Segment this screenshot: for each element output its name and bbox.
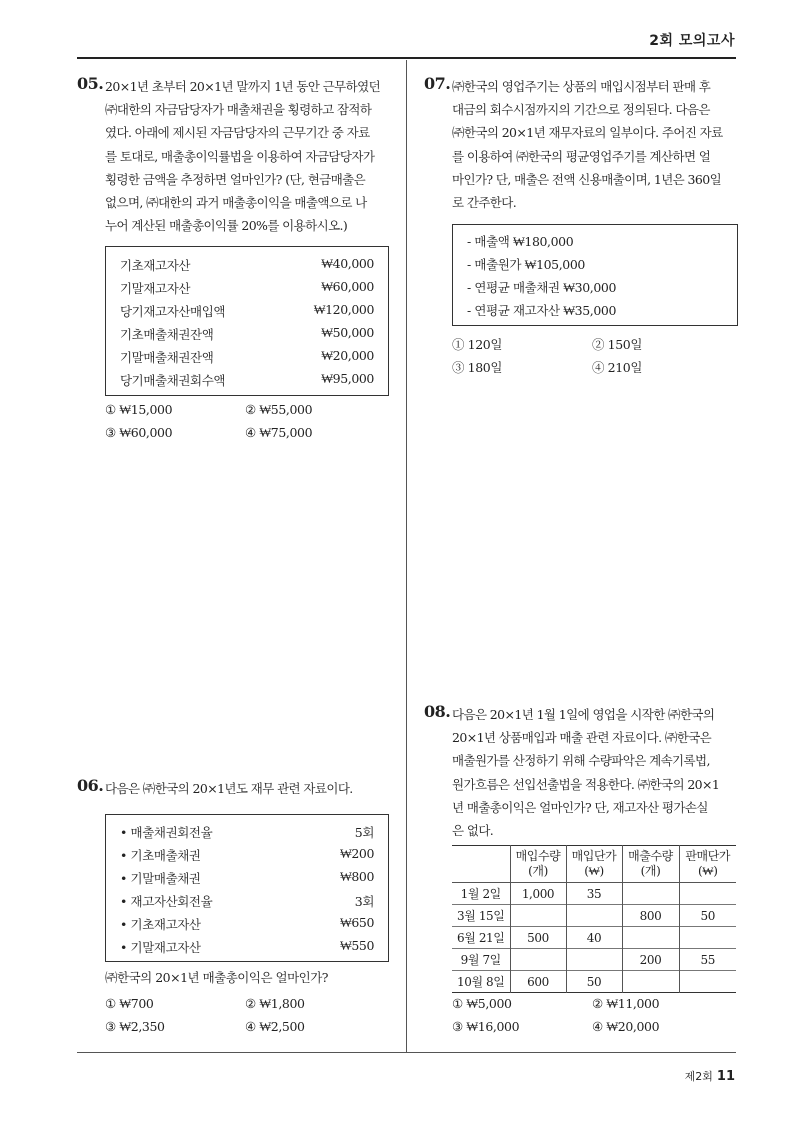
column-header xyxy=(510,846,566,883)
data-label: - 매출원가 ₩105,000 xyxy=(467,257,585,272)
question-line: 은 없다. xyxy=(452,823,494,839)
table-cell: 1,000 xyxy=(510,883,566,905)
question-line: 다음은 20×1년 1월 1일에 영업을 시작한 ㈜한국의 xyxy=(452,707,715,722)
data-label: 기초매출채권잔액 xyxy=(120,327,214,342)
answer-option[interactable]: ① ₩5,000 xyxy=(452,996,512,1011)
question-08 xyxy=(424,702,744,844)
data-value: ₩120,000 xyxy=(313,302,374,317)
table-cell xyxy=(566,949,622,971)
question-text xyxy=(452,703,719,842)
answer-option[interactable]: ② 150일 xyxy=(592,337,643,352)
answer-option[interactable]: ② ₩11,000 xyxy=(592,996,660,1011)
data-label: • 매출채권회전율 xyxy=(120,825,213,840)
question-line: ㈜대한의 자금담당자가 매출채권을 횡령하고 잠적하 xyxy=(105,102,372,118)
footer-rule xyxy=(77,1052,736,1053)
question-line: 누어 계산된 매출총이익률 20%를 이용하시오.) xyxy=(105,218,348,234)
data-row xyxy=(106,823,388,845)
table-cell xyxy=(622,883,679,905)
question-line: 20×1년 상품매입과 매출 관련 자료이다. ㈜한국은 xyxy=(452,730,712,746)
question-line: 매출원가를 산정하기 위해 수량파악은 계속기록법, xyxy=(452,753,710,769)
question-line: 로 간주한다. xyxy=(452,195,517,211)
footer-label: 제2회 xyxy=(684,1070,713,1083)
table-row xyxy=(452,971,736,993)
table-cell xyxy=(510,905,566,927)
question-text xyxy=(105,75,380,237)
answer-option[interactable]: ③ ₩2,350 xyxy=(105,1019,165,1034)
table-cell: 200 xyxy=(622,949,679,971)
question-line: 였다. 아래에 제시된 자금담당자의 근무기간 중 자료 xyxy=(105,125,370,141)
data-row xyxy=(106,846,388,868)
question-line: 없으며, ㈜대한의 과거 매출총이익을 매출액으로 나 xyxy=(105,195,367,211)
table-cell: 35 xyxy=(566,883,622,905)
table-cell xyxy=(622,971,679,993)
question-line: 횡령한 금액을 추정하면 얼마인가? (단, 현금매출은 xyxy=(105,171,366,187)
data-row xyxy=(106,869,388,891)
data-row xyxy=(453,278,737,300)
data-label: 당기재고자산매입액 xyxy=(120,304,226,319)
column-header-name: 매입수량 xyxy=(515,849,561,863)
answer-option[interactable]: ② ₩55,000 xyxy=(245,402,313,417)
data-row xyxy=(106,348,388,370)
answer-option[interactable]: ③ ₩16,000 xyxy=(452,1019,520,1034)
question-line: 마인가? 단, 매출은 전액 신용매출이며, 1년은 360일 xyxy=(452,171,722,187)
data-label: 당기매출채권회수액 xyxy=(120,373,226,388)
answer-option[interactable]: ③ 180일 xyxy=(452,360,503,375)
data-row xyxy=(106,302,388,324)
column-header xyxy=(622,846,679,883)
table-row xyxy=(452,905,736,927)
answer-option[interactable]: ① ₩15,000 xyxy=(105,402,173,417)
data-value: ₩800 xyxy=(339,869,374,884)
answer-option[interactable]: ④ ₩20,000 xyxy=(592,1019,660,1034)
data-label: - 연평균 재고자산 ₩35,000 xyxy=(467,303,617,318)
answer-option[interactable]: ② ₩1,800 xyxy=(245,996,305,1011)
column-header-unit: (₩) xyxy=(698,864,718,878)
data-value: ₩550 xyxy=(339,938,374,953)
table-cell xyxy=(622,927,679,949)
table-row xyxy=(452,883,736,905)
table-cell xyxy=(679,927,736,949)
answer-option[interactable]: ④ ₩2,500 xyxy=(245,1019,305,1034)
q05-data-box xyxy=(105,246,389,396)
data-row xyxy=(106,915,388,937)
data-label: • 기말재고자산 xyxy=(120,940,201,955)
column-header xyxy=(452,846,510,883)
question-line: ㈜한국의 20×1년 재무자료의 일부이다. 주어진 자료 xyxy=(452,125,723,141)
data-row xyxy=(453,301,737,323)
table-row xyxy=(452,927,736,949)
column-divider xyxy=(406,60,407,1052)
question-line: 대금의 회수시점까지의 기간으로 정의된다. 다음은 xyxy=(452,102,710,118)
data-label: 기말매출채권잔액 xyxy=(120,350,214,365)
question-line: 20×1년 초부터 20×1년 말까지 1년 동안 근무하였던 xyxy=(105,79,381,94)
data-row xyxy=(106,892,388,914)
answer-option[interactable]: ④ ₩75,000 xyxy=(245,425,313,440)
table-header-row xyxy=(452,846,736,883)
data-label: - 연평균 매출채권 ₩30,000 xyxy=(467,280,617,295)
answer-option[interactable]: ① ₩700 xyxy=(105,996,154,1011)
table-cell: 50 xyxy=(566,971,622,993)
data-row xyxy=(106,371,388,393)
data-row xyxy=(106,256,388,278)
data-label: • 기말매출채권 xyxy=(120,871,201,886)
question-line: 원가흐름은 선입선출법을 적용한다. ㈜한국의 20×1 xyxy=(452,776,720,792)
table-cell xyxy=(566,905,622,927)
answer-option[interactable]: ① 120일 xyxy=(452,337,503,352)
data-value: ₩20,000 xyxy=(321,348,374,363)
header-rule xyxy=(77,57,736,59)
column-header-unit: (₩) xyxy=(584,864,604,878)
data-label: - 매출액 ₩180,000 xyxy=(467,234,574,249)
column-header-name: 매출수량 xyxy=(628,849,673,863)
page-footer xyxy=(685,1068,735,1084)
q08-inventory-table xyxy=(452,845,736,993)
question-number: 08. xyxy=(424,702,451,721)
answer-option[interactable]: ④ 210일 xyxy=(592,360,643,375)
data-label: • 기초재고자산 xyxy=(120,917,201,932)
page-header-title: 2회 모의고사 xyxy=(649,33,735,49)
question-text xyxy=(105,777,353,800)
data-row xyxy=(106,279,388,301)
question-number: 06. xyxy=(77,776,104,795)
table-cell: 800 xyxy=(622,905,679,927)
data-row xyxy=(106,938,388,960)
column-header-name: 판매단가 xyxy=(685,849,731,863)
table-cell: 50 xyxy=(679,905,736,927)
data-row xyxy=(106,325,388,347)
column-header-unit: (개) xyxy=(640,864,661,878)
column-header xyxy=(566,846,622,883)
table-cell: 55 xyxy=(679,949,736,971)
data-value: ₩200 xyxy=(339,846,374,861)
data-value: ₩60,000 xyxy=(321,279,374,294)
data-label: 기초재고자산 xyxy=(120,258,191,273)
data-row xyxy=(453,255,737,277)
question-line: 를 이용하여 ㈜한국의 평균영업주기를 계산하면 얼 xyxy=(452,148,711,164)
question-line: ㈜한국의 영업주기는 상품의 매입시점부터 판매 후 xyxy=(452,79,711,94)
column-header xyxy=(679,846,736,883)
q07-data-box xyxy=(452,224,738,326)
data-value: 3회 xyxy=(354,894,374,909)
question-07 xyxy=(424,74,744,224)
column-header-name: 매입단가 xyxy=(571,849,617,863)
question-text xyxy=(452,75,723,214)
table-cell: 40 xyxy=(566,927,622,949)
data-value: ₩40,000 xyxy=(321,256,374,271)
question-line: 다음은 ㈜한국의 20×1년도 재무 관련 자료이다. xyxy=(105,781,353,796)
q08-options xyxy=(452,996,742,1042)
q07-options xyxy=(452,335,742,381)
column-header-unit: (개) xyxy=(528,864,548,878)
q06-options xyxy=(105,996,395,1042)
data-label: • 기초매출채권 xyxy=(120,848,201,863)
data-value: ₩650 xyxy=(339,915,374,930)
table-cell: 1월 2일 xyxy=(460,887,501,901)
table-row xyxy=(452,949,736,971)
data-value: ₩50,000 xyxy=(321,325,374,340)
data-row xyxy=(453,232,737,254)
data-value: 5회 xyxy=(354,825,374,840)
data-value: ₩95,000 xyxy=(321,371,374,386)
q06-data-box xyxy=(105,814,389,962)
table-cell xyxy=(679,971,736,993)
question-06 xyxy=(77,776,397,802)
data-label: 기말재고자산 xyxy=(120,281,191,296)
question-line: 를 토대로, 매출총이익률법을 이용하여 자금담당자가 xyxy=(105,148,375,164)
table-cell: 3월 15일 xyxy=(456,909,505,923)
table-cell: 600 xyxy=(510,971,566,993)
table-cell: 500 xyxy=(510,927,566,949)
table-cell: 10월 8일 xyxy=(456,975,505,989)
question-number: 07. xyxy=(424,74,451,93)
table-cell: 6월 21일 xyxy=(456,931,505,945)
data-label: • 재고자산회전율 xyxy=(120,894,213,909)
table-cell: 9월 7일 xyxy=(460,953,501,967)
question-number: 05. xyxy=(77,74,104,93)
table-cell xyxy=(510,949,566,971)
page-number: 11 xyxy=(716,1069,735,1084)
q05-options xyxy=(105,402,395,448)
answer-option[interactable]: ③ ₩60,000 xyxy=(105,425,173,440)
table-cell xyxy=(679,883,736,905)
q06-sub-question: ㈜한국의 20×1년 매출총이익은 얼마인가? xyxy=(105,970,329,985)
question-line: 년 매출총이익은 얼마인가? 단, 재고자산 평가손실 xyxy=(452,799,708,815)
